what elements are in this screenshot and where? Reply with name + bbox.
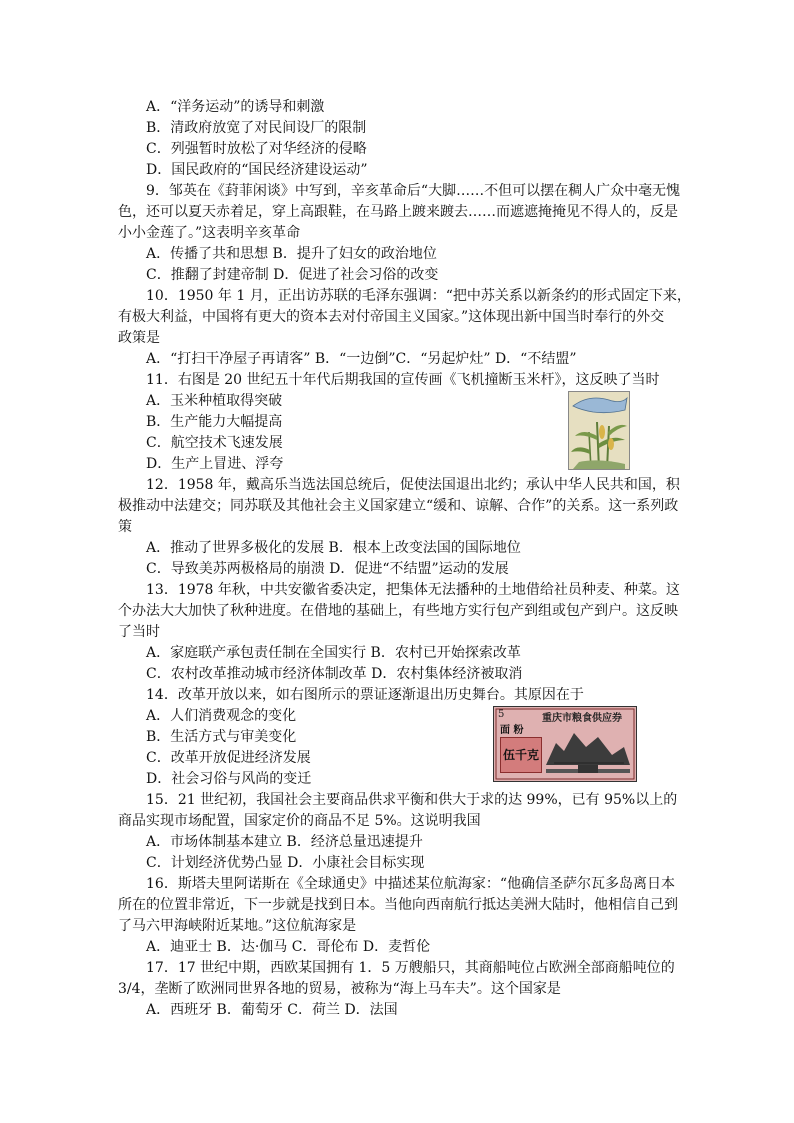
q8-option-a: A．“洋务运动”的诱导和刺激 — [146, 99, 325, 115]
q8-option-b: B．清政府放宽了对民间设厂的限制 — [146, 120, 367, 136]
q16-options: A．迪亚士 B．达·伽马 C．哥伦布 D．麦哲伦 — [146, 939, 431, 955]
q15-stem-line-1: 15．21 世纪初，我国社会主要商品供求平衡和供大于求的达 99%，已有 95%以上的 — [146, 792, 678, 808]
voucher-number: 5 — [498, 709, 505, 720]
q11-option-a: A．玉米种植取得突破 — [146, 393, 283, 409]
q17-stem-line-2: 3/4，垄断了欧洲同世界各地的贸易，被称为“海上马车夫”。这个国家是 — [118, 981, 561, 997]
q12-options-ab: A．推动了世界多极化的发展 B．根本上改变法国的国际地位 — [146, 540, 521, 556]
corn-plane-illustration — [569, 392, 629, 469]
q12-options-cd: C．导致美苏两极格局的崩溃 D．促进“不结盟”运动的发展 — [146, 561, 509, 577]
q17-stem-line-1: 17．17 世纪中期，西欧某国拥有 1．5 万艘船只，其商船吨位占欧洲全部商船吨位的 — [146, 960, 675, 976]
q9-stem-line-3: 小小金莲了。”这表明辛亥革命 — [118, 225, 301, 241]
q13-stem-line-3: 了当时 — [118, 624, 160, 640]
q15-options-cd: C．计划经济优势凸显 D．小康社会目标实现 — [146, 855, 425, 871]
q13-stem-line-1: 13．1978 年秋，中共安徽省委决定，把集体无法播种的土地借给社员种麦、种菜。这 — [146, 582, 680, 598]
q13-options-cd: C．农村改革推动城市经济体制改革 D．农村集体经济被取消 — [146, 666, 523, 682]
voucher-seal — [578, 765, 598, 773]
q9-stem-line-1: 9．邹英在《葑菲闲谈》中写到，辛亥革命后“大脚……不但可以摆在稠人广众中毫无愧 — [146, 183, 681, 199]
q16-stem-line-2: 所在的位置非常近，下一步就是找到日本。当他向西南航行抵达美洲大陆时，他相信自己到 — [118, 897, 678, 913]
q9-stem-line-2: 色，还可以夏天赤着足，穿上高跟鞋，在马路上踱来踱去……而遮遮掩掩见不得人的，反是 — [118, 204, 678, 220]
q12-stem-line-2: 极推动中法建交；同苏联及其他社会主义国家建立“缓和、谅解、合作”的关系。这一系列政 — [118, 498, 679, 514]
q11-option-c: C．航空技术飞速发展 — [146, 435, 283, 451]
q14-option-d: D．社会习俗与风尚的变迁 — [146, 771, 312, 787]
q11-option-b: B．生产能力大幅提高 — [146, 414, 283, 430]
q16-stem-line-3: 了马六甲海峡附近某地。”这位航海家是 — [118, 918, 357, 934]
propaganda-poster-image — [568, 391, 630, 470]
q15-options-ab: A．市场体制基本建立 B．经济总量迅速提升 — [146, 834, 423, 850]
q10-stem-line-1: 10．1950 年 1 月，正出访苏联的毛泽东强调：“把中苏关系以新条约的形式固定下来， — [146, 288, 691, 304]
q10-stem-line-3: 政策是 — [118, 330, 160, 346]
q11-option-d: D．生产上冒进、浮夸 — [146, 456, 284, 472]
voucher-header: 重庆市粮食供应券 — [542, 713, 622, 724]
q9-options-ab: A．传播了共和思想 B．提升了妇女的政治地位 — [146, 246, 437, 262]
q11-stem-line-1: 11．右图是 20 世纪五十年代后期我国的宣传画《飞机撞断玉米杆》，这反映了当时 — [146, 372, 660, 388]
q17-options: A．西班牙 B．葡萄牙 C．荷兰 D．法国 — [146, 1002, 398, 1018]
q9-options-cd: C．推翻了封建帝制 D．促进了社会习俗的改变 — [146, 267, 439, 283]
q8-option-c: C．列强暂时放松了对华经济的侵略 — [146, 141, 367, 157]
q16-stem-line-1: 16．斯塔夫里阿诺斯在《全球通史》中描述某位航海家：“他确信圣萨尔瓦多岛离日本 — [146, 876, 675, 892]
q12-stem-line-3: 策 — [118, 519, 132, 535]
q14-stem-line-1: 14．改革开放以来，如右图所示的票证逐渐退出历史舞台。其原因在于 — [146, 687, 584, 703]
q14-option-b: B．生活方式与审美变化 — [146, 729, 297, 745]
q13-stem-line-2: 个办法大大加快了秋种进度。在借地的基础上，有些地方实行包产到组或包产到户。这反映 — [118, 603, 678, 619]
voucher-amount: 伍千克 — [500, 737, 542, 773]
q14-option-c: C．改革开放促进经济发展 — [146, 750, 311, 766]
q13-options-ab: A．家庭联产承包责任制在全国实行 B．农村已开始探索改革 — [146, 645, 521, 661]
grain-voucher-image — [493, 706, 637, 782]
q10-options: A．“打扫干净屋子再请客” B．“一边倒”C．“另起炉灶” D．“不结盟” — [146, 351, 577, 367]
q10-stem-line-2: 有极大利益，中国将有更大的资本去对付帝国主义国家。”这体现出新中国当时奉行的外交 — [118, 309, 665, 325]
q8-option-d: D．国民政府的“国民经济建设运动” — [146, 162, 368, 178]
q15-stem-line-2: 商品实现市场配置，国家定价的商品不足 5%。这说明我国 — [118, 813, 481, 829]
voucher-item: 面 粉 — [500, 725, 524, 736]
q14-option-a: A．人们消费观念的变化 — [146, 708, 297, 724]
q12-stem-line-1: 12．1958 年，戴高乐当选法国总统后，促使法国退出北约；承认中华人民共和国，积 — [146, 477, 680, 493]
